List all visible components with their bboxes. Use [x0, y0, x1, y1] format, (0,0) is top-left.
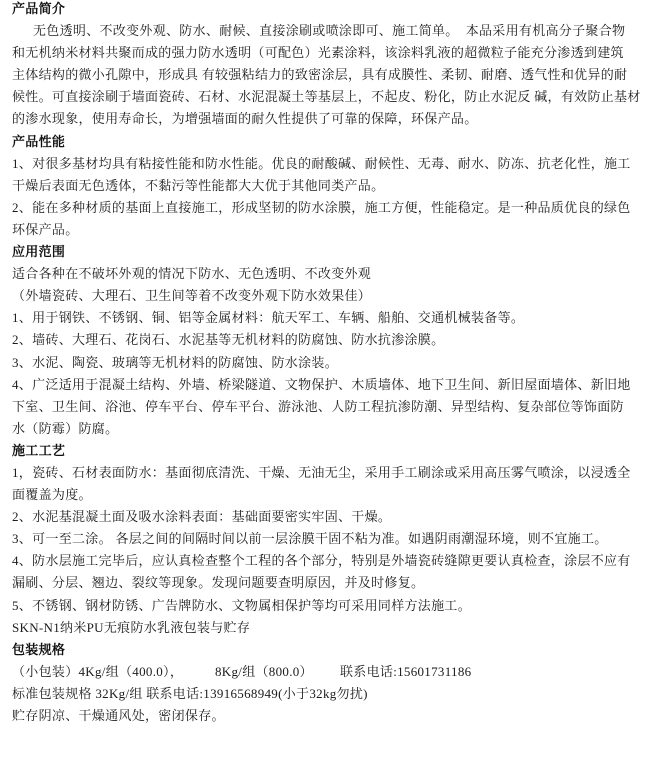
list-item-line: 4、防水层施工完毕后，应认真检查整个工程的各个部分，特别是外墙瓷砖缝隙更要认真检查，涂层不应有 [12, 553, 631, 569]
list-item: 3、水泥、陶瓷、玻璃等无机材料的防腐蚀、防水涂装。 [12, 354, 339, 370]
section-heading: 包装规格 [12, 641, 66, 657]
list-item-line: 漏刷、分层、翘边、裂纹等现象。发现问题要查明原因，并及时修复。 [12, 575, 425, 591]
section-heading: 产品性能 [12, 133, 66, 149]
list-item-line: 水（防霉）防腐。 [12, 420, 119, 436]
standard-package-row: 标准包装规格 32Kg/组 联系电话:13916568949(小于32kg勿扰) [12, 685, 368, 701]
list-item-line: 2、能在多种材质的基面上直接施工，形成坚韧的防水涂膜，施工方便，性能稳定。是一种品质优良的绿色 [12, 199, 631, 215]
list-item [12, 153, 644, 197]
paragraph-line: 的渗水现象，使用寿命长，为增强墙面的耐久性提供了可靠的保障，环保产品。 [12, 111, 478, 127]
scope-summary: 适合各种在不破坏外观的情况下防水、无色透明、不改变外观 [12, 266, 372, 282]
list-item-line: 4、广泛适用于混凝土结构、外墙、桥梁隧道、文物保护、木质墙体、地下卫生间、新旧屋面墙体、新旧地 [12, 376, 631, 392]
section-heading: 产品简介 [12, 1, 66, 16]
paragraph [12, 20, 644, 130]
scope-note: （外墙瓷砖、大理石、卫生间等着不改变外观下防水效果佳） [12, 288, 372, 304]
contact-phone: 联系电话:15601731186 [340, 663, 472, 679]
list-item-line: 面覆盖为度。 [12, 487, 92, 503]
list-item: 2、墙砖、大理石、花岗石、水泥基等无机材料的防腐蚀、防水抗渗涂膜。 [12, 332, 445, 348]
list-item: 1、用于钢铁、不锈钢、铜、铝等金属材料：航天军工、车辆、船舶、交通机械装备等。 [12, 310, 525, 326]
paragraph-line: 和无机纳米材料共聚而成的强力防水透明（可配色）光素涂料，该涂料乳液的超微粒子能充分渗透到建筑 [12, 45, 624, 61]
section-application-scope [12, 241, 644, 440]
list-item: 2、水泥基混凝土面及吸水涂料表面：基础面要密实牢固、干燥。 [12, 509, 392, 525]
list-item [12, 550, 644, 594]
product-document [12, 0, 644, 727]
package-8kg-spec: 8Kg/组（800.0） [215, 663, 313, 679]
paragraph-line: 主体结构的微小孔隙中，形成具 有较强粘结力的致密涂层，具有成膜性、柔韧、耐磨、透气性和优异的耐 [12, 67, 628, 83]
small-package-row [12, 661, 644, 683]
list-item-line: 1，瓷砖、石材表面防水：基面彻底清洗、干燥、无油无尘，采用手工刷涂或采用高压雾气喷涂，以浸透全 [12, 464, 631, 480]
storage-note: 贮存阴凉、干燥通风处，密闭保存。 [12, 708, 225, 723]
section-construction-process [12, 440, 644, 639]
list-item: 5、不锈钢、钢材防锈、广告牌防水、文物属相保护等均可采用同样方法施工。 [12, 597, 472, 613]
section-product-intro [12, 0, 644, 131]
section-heading: 应用范围 [12, 244, 66, 260]
list-item: 3、可一至二涂。 各层之间的间隔时间以前一层涂膜干固不粘为准。如遇阴雨潮湿环境，则不宜施工。 [12, 531, 608, 547]
paragraph-line: 候性。可直接涂刷于墙面瓷砖、石材、水泥混凝土等基层上，不起皮、粉化，防止水泥反 碱，有效防止基材 [12, 89, 641, 105]
list-item-line: 干燥后表面无色透体，不黏污等性能都大大优于其他同类产品。 [12, 177, 385, 193]
package-4kg-spec: （小包装）4Kg/组（400.0）， [12, 663, 184, 679]
list-item-line: 下室、卫生间、浴池、停车平台、停车平台、游泳池、人防工程抗渗防潮、异型结构、复杂部位等饰面防 [12, 398, 624, 414]
list-item-line: 1、对很多基材均具有粘接性能和防水性能。优良的耐酸碱、耐候性、无毒、耐水、防冻、抗老化性，施工 [12, 155, 631, 171]
product-packaging-caption: SKN-N1纳米PU无痕防水乳液包装与贮存 [12, 619, 251, 635]
list-item-line: 环保产品。 [12, 221, 79, 237]
paragraph-line: 无色透明、不改变外观、防水、耐候、直接涂刷或喷涂即可、施工简单。 本品采用有机高分子聚合物 [33, 23, 626, 39]
section-packaging-spec [12, 639, 644, 727]
list-item [12, 374, 644, 440]
list-item [12, 197, 644, 241]
section-heading: 施工工艺 [12, 442, 66, 458]
section-product-performance [12, 131, 644, 241]
list-item [12, 462, 644, 506]
